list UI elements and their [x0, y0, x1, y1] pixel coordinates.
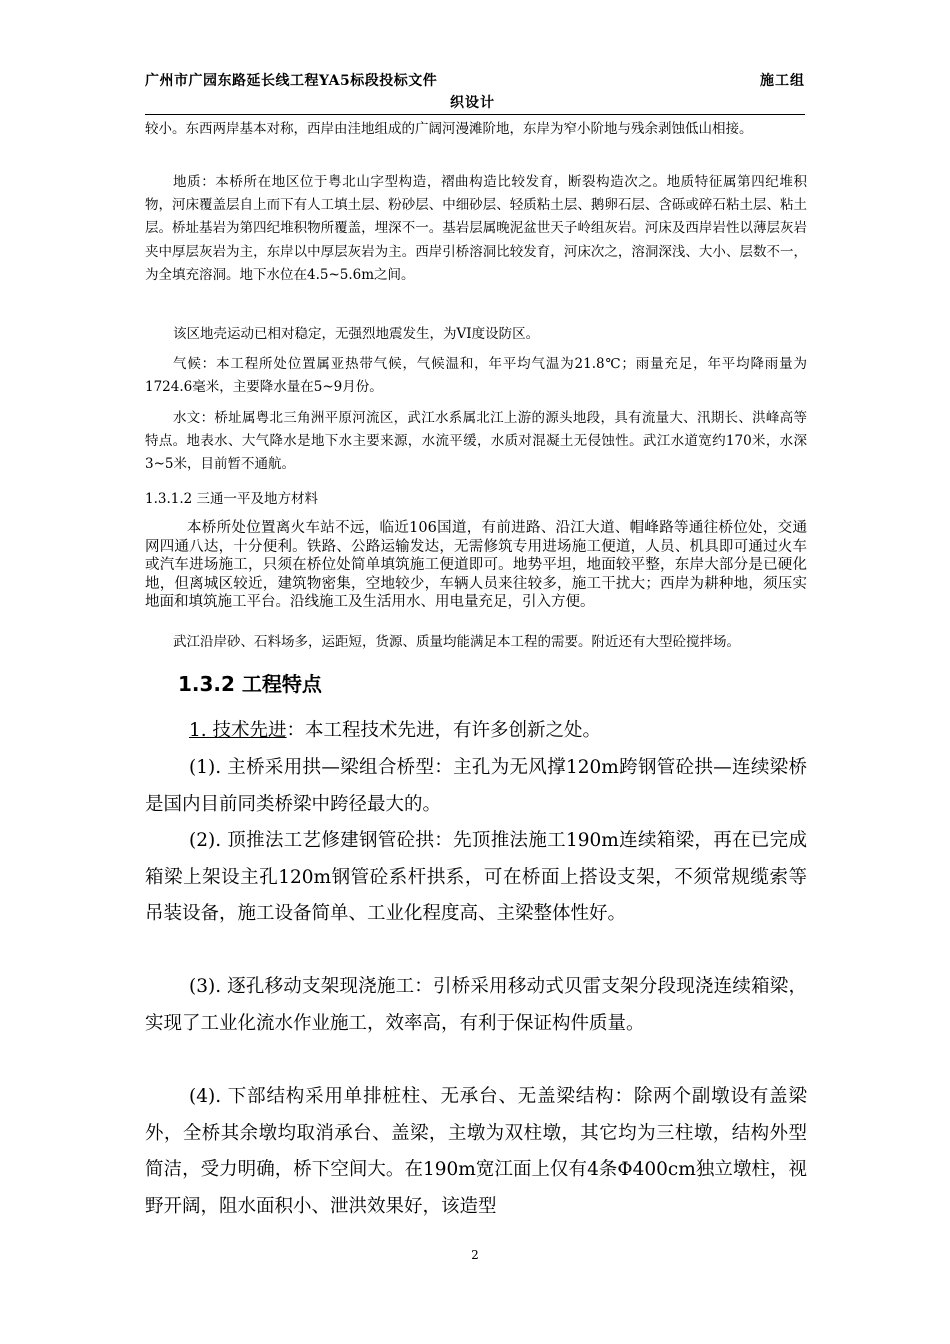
list-item-1: (1). 主桥采用拱—梁组合桥型：主孔为无风撑120m跨钢管砼拱—连续梁桥是国内目前同类桥梁中跨径最大的。: [145, 757, 807, 815]
header-title-continued: 织设计: [450, 95, 495, 111]
paragraph-hydrology: 水文：桥址属粤北三角洲平原河流区，武江水系属北江上游的源头地段，具有流量大、汛期长、洪峰高等特点。地表水、大气降水是地下水主要来源，水流平缓，水质对混凝土无侵蚀性。武江水道宽约170米，水深3~5米，目前暂不通航。: [145, 410, 807, 473]
paragraph-seismic: 该区地壳运动已相对稳定，无强烈地震发生，为VI度设防区。: [173, 326, 540, 342]
paragraph-materials: 武江沿岸砂、石料场多，运距短，货源、质量均能满足本工程的需要。附近还有大型砼搅拌场。: [173, 634, 740, 650]
header-rule: [145, 114, 805, 115]
paragraph-geology: 地质：本桥所在地区位于粤北山字型构造，褶曲构造比较发育，断裂构造次之。地质特征属第四纪堆积物，河床覆盖层自上而下有人工填土层、粉砂层、中细砂层、轻质粘土层、鹅卵石层、含砾或碎石粘土层、粘土层。桥址基岩为第四纪堆积物所覆盖，埋深不一。基岩层属晚泥盆世天子岭组灰岩。河床及西岸岩性以薄层灰岩夹中厚层灰岩为主，东岸以中厚层灰岩为主。西岸引桥溶洞比较发育，河床次之，溶洞深浅、大小、层数不一，为全填充溶洞。地下水位在4.5~5.6m之间。: [145, 174, 807, 283]
page-number: 2: [471, 1248, 479, 1262]
paragraph-climate: 气候：本工程所处位置属亚热带气候，气候温和，年平均气温为21.8℃；雨量充足，年平均降雨量为1724.6毫米，主要降水量在5~9月份。: [145, 356, 807, 396]
list-item-3: (3). 逐孔移动支架现浇施工：引桥采用移动式贝雷支架分段现浇连续箱梁，实现了工业化流水作业施工，效率高，有利于保证构件质量。: [145, 976, 807, 1034]
list-item-4: (4). 下部结构采用单排桩柱、无承台、无盖梁结构：除两个副墩设有盖梁外，全桥其余墩均取消承台、盖梁，主墩为双柱墩，其它均为三柱墩，结构外型简洁，受力明确，桥下空间大。在190m宽江面上仅有4条Φ400cm独立墩柱，视野开阔，阻水面积小、泄洪效果好，该造型: [145, 1086, 807, 1217]
section-heading: 1.3.2 工程特点: [178, 672, 322, 696]
subsection-heading: 1.3.1.2 三通一平及地方材料: [145, 491, 319, 507]
list-item-2: (2). 顶推法工艺修建钢管砼拱：先顶推法施工190m连续箱梁，再在已完成箱梁上架设主孔120m钢管砼系杆拱系，可在桥面上搭设支架，不须常规缆索等吊装设备，施工设备简单、工业化程度高、主梁整体性好。: [145, 830, 807, 925]
header-title: 广州市广园东路延长线工程YA5标段投标文件: [145, 73, 438, 89]
header-section: 施工组: [760, 73, 805, 89]
list-item-tech: [145, 713, 807, 750]
tech-text: ：本工程技术先进，有许多创新之处。: [286, 720, 602, 741]
tech-label: 1. 技术先进: [189, 720, 287, 741]
paragraph-terrain: 较小。东西两岸基本对称，西岸由洼地组成的广阔河漫滩阶地，东岸为窄小阶地与残余剥蚀低山相接。: [145, 121, 753, 137]
paragraph-access: 本桥所处位置离火车站不远，临近106国道，有前进路、沿江大道、帽峰路等通往桥位处，交通网四通八达，十分便利。铁路、公路运输发达，无需修筑专用进场施工便道，人员、机具即可通过火车或汽车进场施工，只须在桥位处简单填筑施工便道即可。地势平坦，地面较平整，东岸大部分是已硬化地，但离城区较近，建筑物密集，空地较少，车辆人员来往较多，施工干扰大；西岸为耕种地，须压实地面和填筑施工平台。沿线施工及生活用水、用电量充足，引入方便。: [145, 520, 807, 611]
